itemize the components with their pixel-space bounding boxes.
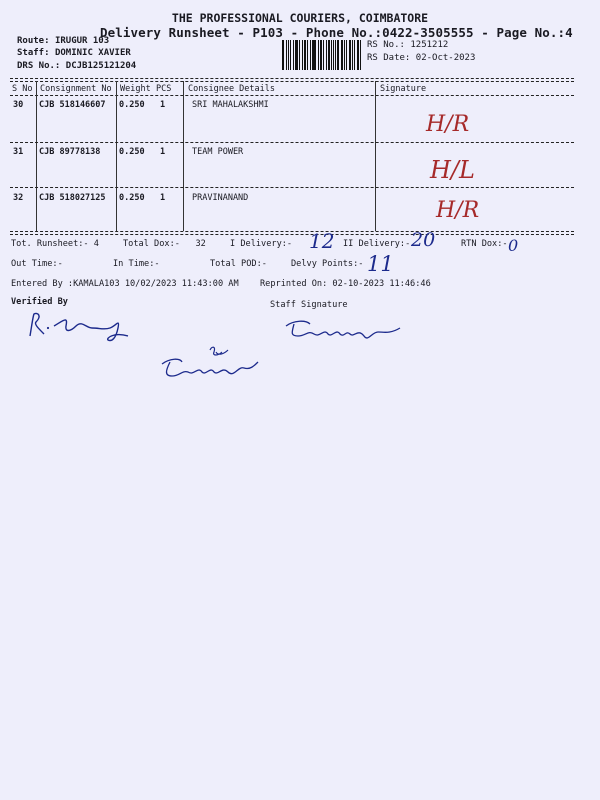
row-weight: 0.250 (119, 100, 145, 110)
barcode-bar (307, 40, 308, 70)
route-value: IRUGUR 103 (54, 36, 110, 46)
row-signature-handwritten: H/R (426, 112, 470, 137)
row-sno: 32 (13, 193, 24, 203)
rtn-dox-label: RTN Dox:- (461, 239, 508, 249)
col-divider (183, 81, 184, 231)
delvy-points-label: Delvy Points:- (291, 259, 364, 269)
barcode-bar (288, 40, 289, 70)
table-bottom-rule (10, 231, 574, 232)
table-header-rule (10, 95, 574, 96)
company-name: THE PROFESSIONAL COURIERS, COIMBATORE (171, 11, 429, 25)
route-field (17, 36, 109, 46)
row-rule (10, 187, 574, 188)
drs-value: DCJB125121204 (65, 61, 137, 71)
drs-field (17, 61, 136, 71)
ii-delivery-label: II Delivery:- (343, 239, 411, 249)
rs-no-label: RS No.: (367, 40, 405, 50)
total-dox-value: 32 (195, 239, 206, 249)
verified-by-signature (24, 306, 136, 346)
rs-no-field (367, 40, 448, 50)
barcode-bar (352, 40, 353, 70)
tot-runsheet-value: 4 (93, 239, 99, 249)
i-delivery-handwritten: 12 (309, 229, 335, 253)
barcode-bar (313, 40, 316, 70)
barcode-bar (360, 40, 361, 70)
barcode-bar (290, 40, 292, 70)
barcode-bar (299, 40, 300, 70)
barcode-bar (295, 40, 298, 70)
total-dox-label: Total Dox:- (123, 239, 180, 249)
barcode-bar (349, 40, 352, 70)
barcode-bar (320, 40, 322, 70)
column-header-consignee: Consignee Details (188, 84, 275, 94)
barcode-bar (357, 40, 359, 70)
barcode-bar (346, 40, 347, 70)
barcode-bar (304, 40, 306, 70)
row-signature-handwritten: H/R (436, 198, 480, 223)
barcode-bar (282, 40, 284, 70)
column-header-pcs: PCS (156, 84, 172, 94)
barcode-bar (331, 40, 332, 70)
barcode-bar (302, 40, 303, 70)
rs-date-field (367, 53, 475, 63)
barcode-bar (318, 40, 319, 70)
drs-label: DRS No.: (17, 61, 61, 71)
barcode-bar (323, 40, 324, 70)
col-divider (36, 81, 37, 231)
delvy-points-handwritten: 11 (367, 252, 394, 276)
barcode-bar (341, 40, 343, 70)
col-divider (375, 81, 376, 231)
barcode-bar (333, 40, 334, 70)
row-pcs: 1 (160, 193, 166, 203)
row-pcs: 1 (160, 100, 166, 110)
column-header-sno: S No (12, 84, 33, 94)
staff-signature (284, 318, 404, 346)
barcode-bar (337, 40, 339, 70)
barcode-bar (286, 40, 287, 70)
barcode-bar (335, 40, 336, 70)
row-consignee: PRAVINANAND (192, 193, 249, 203)
barcode-bar (344, 40, 345, 70)
rtn-dox-handwritten: 0 (508, 236, 519, 255)
col-divider (116, 81, 117, 231)
barcode-bar (326, 40, 327, 70)
barcode-bar (293, 40, 294, 70)
staff-signature-label: Staff Signature (270, 300, 348, 310)
barcode-bar (354, 40, 355, 70)
rs-date-value: 02-Oct-2023 (415, 53, 476, 63)
barcode-bar (312, 40, 313, 70)
in-time-label: In Time:- (113, 259, 160, 269)
row-consignment: CJB 518027125 (39, 193, 106, 203)
table-top-rule (10, 78, 574, 79)
table-top-rule-2 (10, 81, 574, 82)
verified-by-label: Verified By (11, 297, 68, 307)
row-consignment: CJB 89778138 (39, 147, 101, 157)
total-dox (123, 239, 206, 249)
barcode-bar (310, 40, 311, 70)
total-pod-label: Total POD:- (210, 259, 267, 269)
column-header-signature: Signature (380, 84, 427, 94)
tot-runsheet (11, 239, 99, 249)
barcode-image (282, 40, 362, 70)
row-consignment: CJB 518146607 (39, 100, 106, 110)
ii-delivery-handwritten: 20 (411, 229, 436, 251)
rs-no-value: 1251212 (410, 40, 449, 50)
out-time-label: Out Time:- (11, 259, 63, 269)
i-delivery-label: I Delivery:- (230, 239, 293, 249)
row-consignee: TEAM POWER (192, 147, 244, 157)
row-weight: 0.250 (119, 147, 145, 157)
entered-by: Entered By :KAMALA103 10/02/2023 11:43:00 AM (11, 279, 239, 289)
staff-label: Staff: (17, 48, 50, 58)
row-consignee: SRI MAHALAKSHMI (192, 100, 269, 110)
column-header-weight: Weight (120, 84, 151, 94)
reprinted-on: Reprinted On: 02-10-2023 11:46:46 (260, 279, 431, 289)
row-weight: 0.250 (119, 193, 145, 203)
rs-date-label: RS Date: (367, 53, 411, 63)
row-rule (10, 142, 574, 143)
handwritten-note-signature (158, 344, 262, 384)
staff-value: DOMINIC XAVIER (54, 48, 131, 58)
row-sno: 31 (13, 147, 24, 157)
column-header-consignment: Consignment No (40, 84, 112, 94)
row-signature-handwritten: H/L (430, 156, 475, 184)
staff-field (17, 48, 131, 58)
route-label: Route: (17, 36, 50, 46)
barcode-bar (328, 40, 330, 70)
table-bottom-rule-2 (10, 234, 574, 235)
tot-runsheet-label: Tot. Runsheet:- (11, 239, 89, 249)
row-sno: 30 (13, 100, 24, 110)
runsheet-title: Delivery Runsheet - P103 - Phone No.:0422-3505555 - Page No.:4 (100, 25, 573, 40)
row-pcs: 1 (160, 147, 166, 157)
